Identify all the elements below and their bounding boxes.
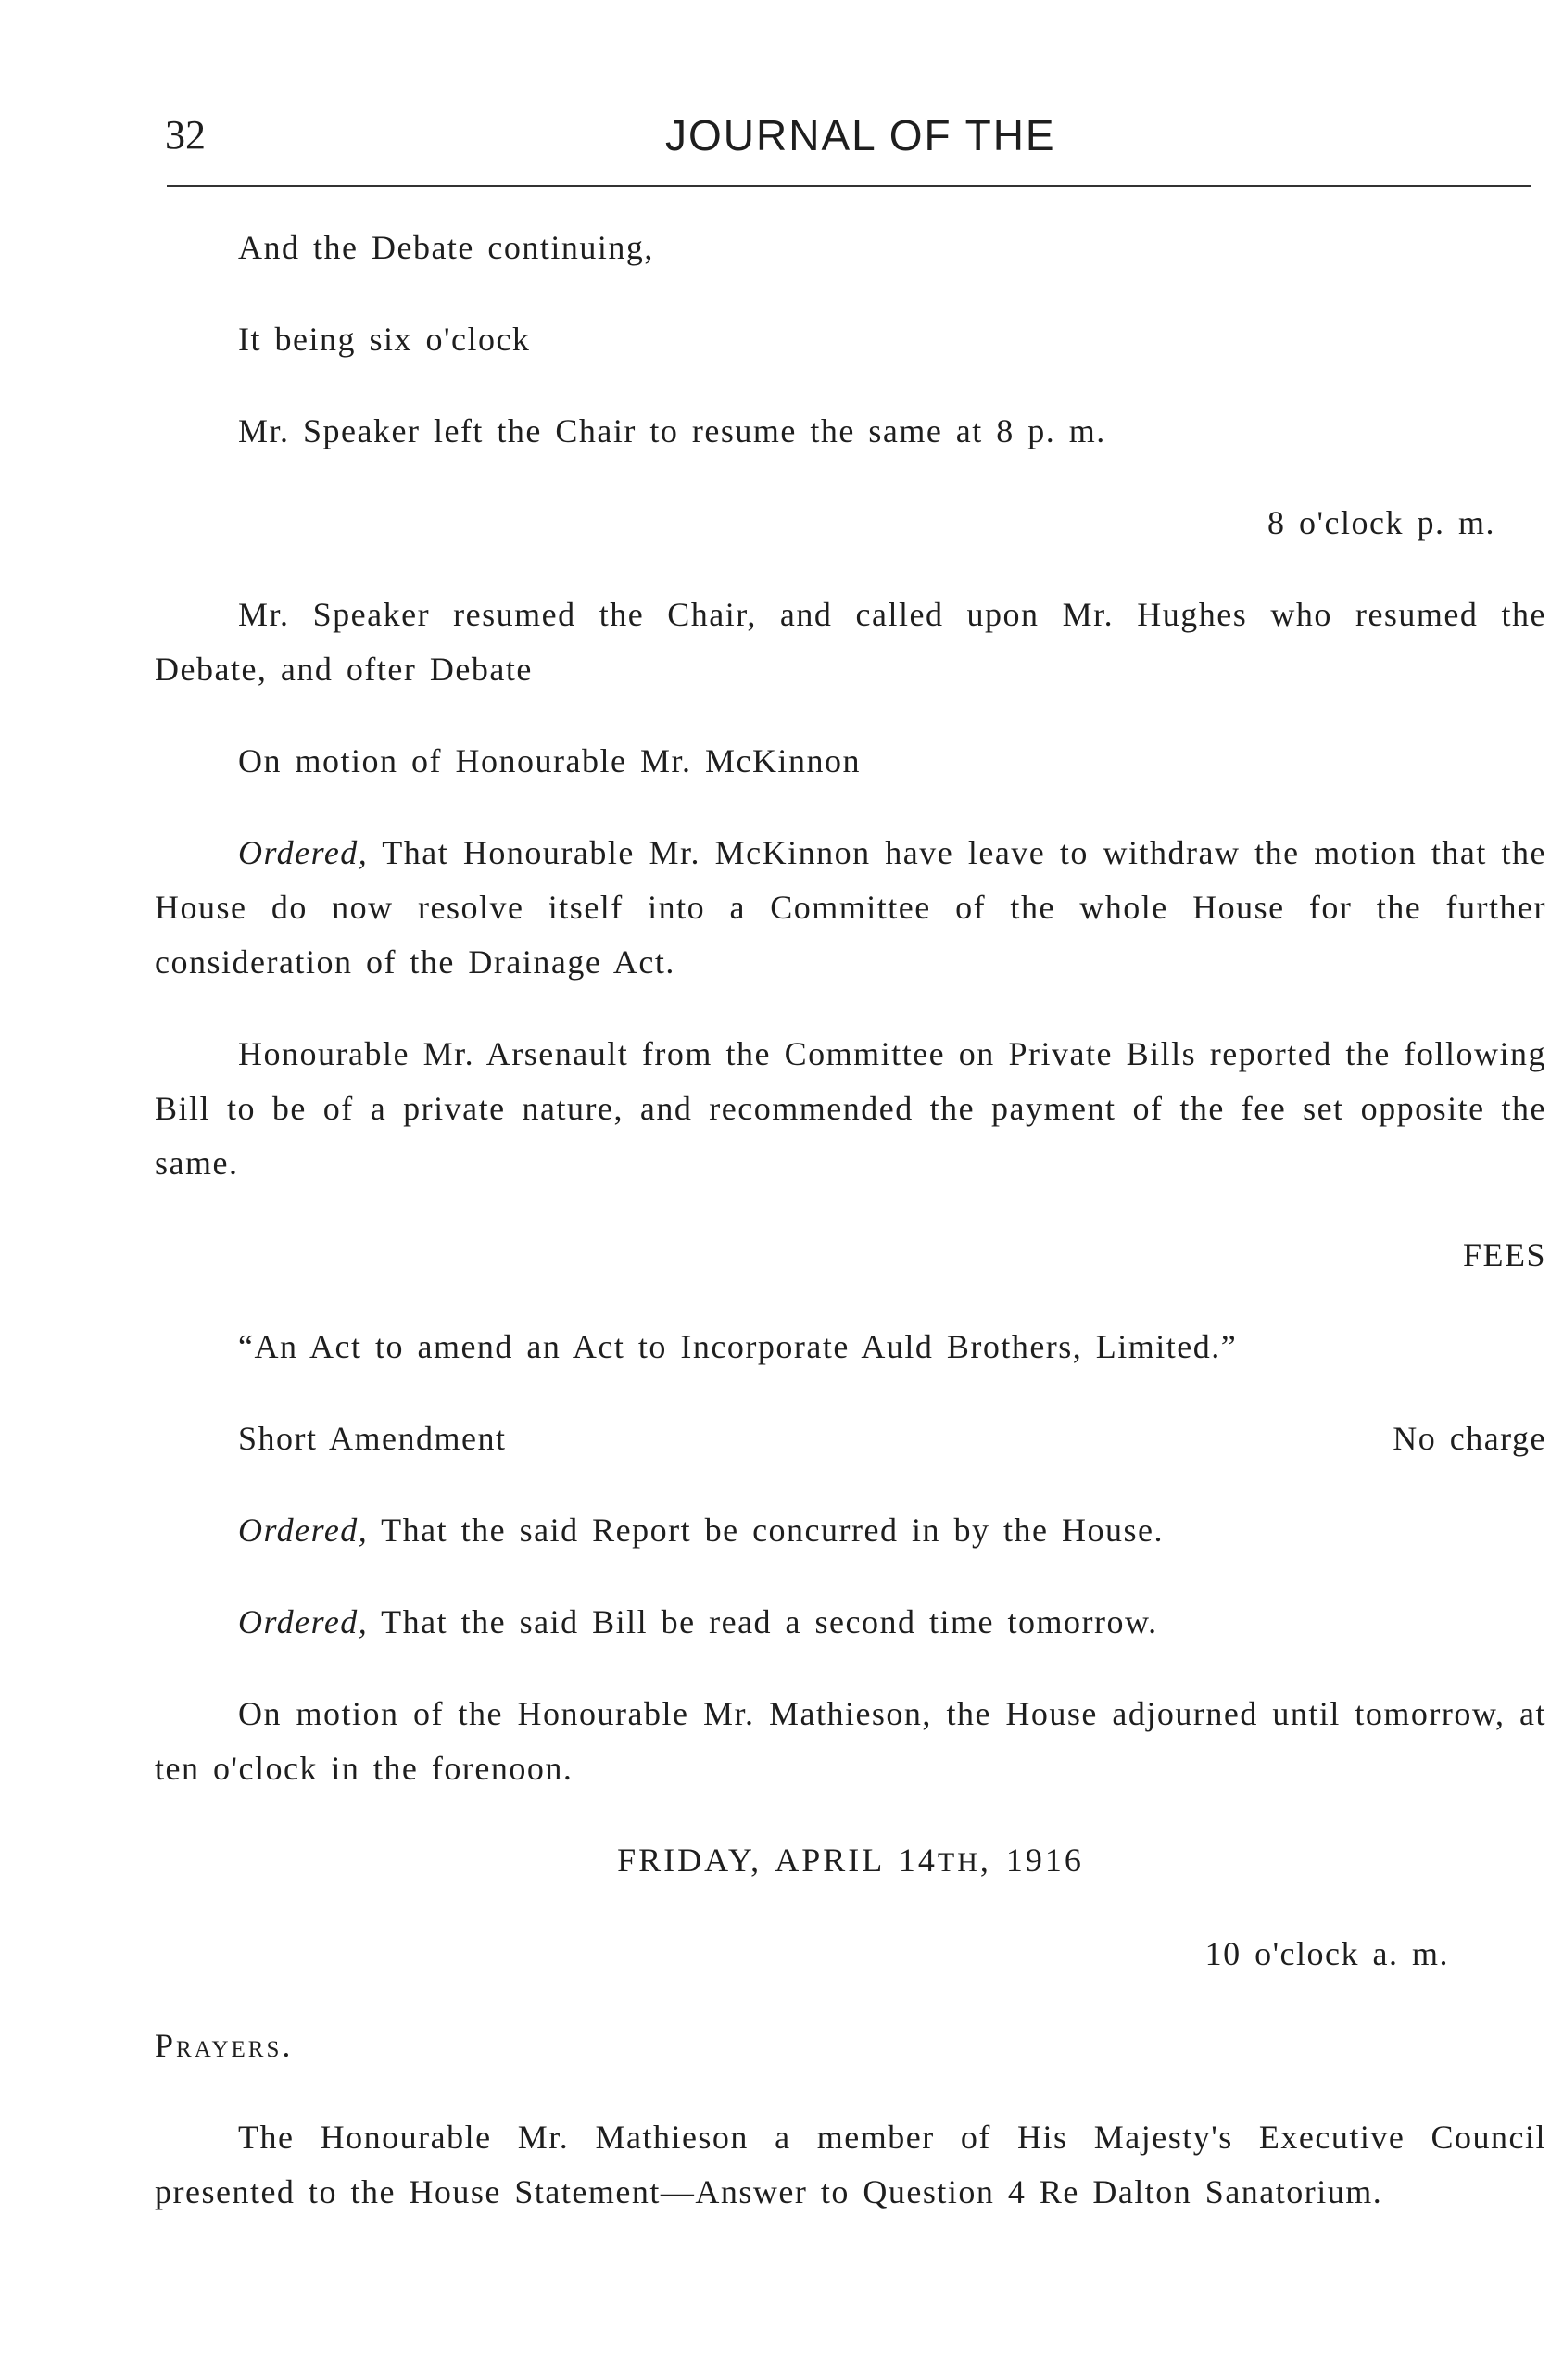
- time-stamp-evening: 8 o'clock p. m.: [1267, 504, 1495, 541]
- ordered-label: Ordered,: [238, 834, 369, 871]
- date-day: FRIDAY, APRIL 14: [617, 1842, 938, 1879]
- date-year: , 1916: [979, 1842, 1084, 1879]
- time-stamp-morning: 10 o'clock a. m.: [1204, 1935, 1449, 1972]
- date-heading: [155, 1833, 1546, 1890]
- paragraph-speaker-resumed: Mr. Speaker resumed the Chair, and called upon Mr. Hughes who resumed the Debate, and ofter Debate: [155, 596, 1546, 688]
- bill-title: “An Act to amend an Act to Incorporate Auld Brothers, Limited.”: [238, 1328, 1238, 1365]
- ordered-text: That the said Bill be read a second time tomorrow.: [368, 1603, 1158, 1640]
- header-rule: [167, 185, 1531, 187]
- paragraph-committee-report: Honourable Mr. Arsenault from the Committee on Private Bills reported the following Bill to be of a private nature, and recommended the payment of the fee set opposite the same.: [155, 1035, 1546, 1182]
- prayers-heading: Prayers.: [155, 2027, 294, 2064]
- ordered-text: That the said Report be concurred in by the House.: [368, 1512, 1164, 1549]
- running-head: JOURNAL OF THE: [665, 111, 1056, 159]
- fees-heading: FEES: [1462, 1236, 1546, 1273]
- page-header: [0, 0, 1563, 195]
- paragraph-ordered-second-reading: [155, 1595, 1546, 1650]
- paragraph-six-oclock: It being six o'clock: [238, 321, 531, 358]
- paragraph-speaker-left: Mr. Speaker left the Chair to resume the same at 8 p. m.: [238, 412, 1106, 449]
- paragraph-adjournment: On motion of the Honourable Mr. Mathieson, the House adjourned until tomorrow, at ten o'clock in the forenoon.: [155, 1695, 1546, 1787]
- date-ordinal-suffix: TH: [937, 1847, 980, 1878]
- paragraph-debate-continuing: And the Debate continuing,: [238, 229, 654, 266]
- paragraph-ordered-concurred: [155, 1503, 1546, 1558]
- ordered-label: Ordered,: [238, 1512, 369, 1549]
- paragraph-ordered-withdraw: [155, 826, 1546, 990]
- amendment-label: Short Amendment: [238, 1420, 507, 1457]
- fee-row: [155, 1412, 1546, 1466]
- journal-body: [155, 221, 1546, 2257]
- ordered-label: Ordered,: [238, 1603, 369, 1640]
- amendment-fee: No charge: [1393, 1420, 1546, 1457]
- ordered-text: That Honourable Mr. McKinnon have leave to withdraw the motion that the House do now resolve itself into a Committee of the whole House for the further consideration of the Drainage Act.: [155, 834, 1546, 981]
- paragraph-motion-mckinnon: On motion of Honourable Mr. McKinnon: [238, 742, 861, 779]
- paragraph-statement-presented: The Honourable Mr. Mathieson a member of His Majesty's Executive Council presented to the House Statement—Answer to Question 4 Re Dalton Sanatorium.: [155, 2119, 1546, 2210]
- page-number: 32: [165, 112, 206, 158]
